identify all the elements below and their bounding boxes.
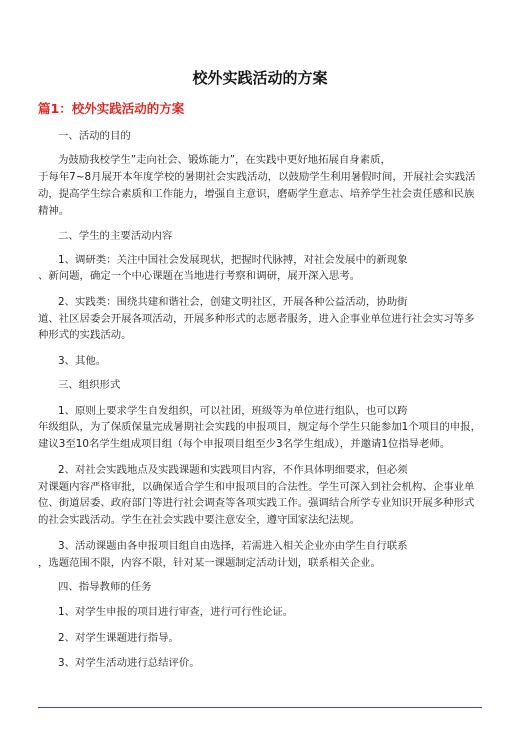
- paragraph-line: 于每年7~8月展开本年度学校的暑期社会实践活动，以鼓励学生利用暑假时间，开展社会实践活: [38, 171, 476, 183]
- document-subtitle: 篇1：校外实践活动的方案: [38, 101, 185, 116]
- paragraph-line: 3、活动课题由各申报项目组自由选择，若需进入相关企业亦由学生自行联系: [58, 540, 408, 552]
- paragraph-line: 精神。: [38, 205, 70, 217]
- paragraph-line: 位、街道居委、政府部门等进行社会调查等各项实践工作。强调结合所学专业知识开展多种形式: [38, 497, 475, 509]
- footer-divider: [38, 707, 482, 708]
- paragraph-line: 2、对学生课题进行指导。: [58, 632, 179, 644]
- section-heading: 三、组织形式: [58, 379, 121, 391]
- paragraph-line: 对课题内容严格审批，以确保适合学生和申报项目的合法性。学生可深入到社会机构、企事业单: [38, 481, 475, 493]
- paragraph-line: ，选题范围不限，内容不限，针对某一课题制定活动计划，联系相关企业。: [38, 557, 381, 569]
- paragraph-line: 建议3至10名学生组成项目组（每个申报项目组至少3名学生组成），并邀请1位指导老师。: [38, 438, 451, 450]
- paragraph-line: 1、对学生申报的项目进行审查，进行可行性论证。: [58, 606, 294, 618]
- paragraph-line: 1、原则上要求学生自发组织，可以社团，班级等为单位进行组队，也可以跨: [58, 405, 408, 417]
- paragraph-line: 的社会实践活动。学生在社会实践中要注意安全，遵守国家法纪法规。: [38, 514, 361, 526]
- paragraph-line: 为鼓励我校学生”走向社会、锻炼能力”，在实践中更好地拓展自身素质，: [58, 154, 391, 166]
- paragraph-line: 2、实践类：围绕共建和谐社会，创建文明社区，开展各种公益活动，协助街: [58, 296, 408, 308]
- section-heading: 四、指导教师的任务: [58, 581, 152, 593]
- document-title: 校外实践活动的方案: [192, 69, 328, 87]
- paragraph-line: 3、其他。: [58, 355, 107, 367]
- paragraph-line: 种形式的实践活动。: [38, 329, 132, 341]
- paragraph-line: 1、调研类：关注中国社会发展现状，把握时代脉搏，对社会发展中的新现象: [58, 254, 408, 266]
- paragraph-line: 3、对学生活动进行总结评价。: [58, 657, 200, 669]
- paragraph-line: 年级组队，为了保质保量完成暑期社会实践的申报项目，规定每个学生只能参加1个项目的申报，: [38, 421, 482, 433]
- section-heading: 二、学生的主要活动内容: [58, 230, 173, 242]
- paragraph-line: 动，提高学生综合素质和工作能力，增强自主意识，磨砺学生意志、培养学生社会责任感和民族: [38, 188, 475, 200]
- section-heading: 一、活动的目的: [58, 130, 131, 142]
- paragraph-line: 、新问题，确定一个中心课题在当地进行考察和调研，展开深入思考。: [38, 270, 361, 282]
- paragraph-line: 道、社区居委会开展各项活动，开展多种形式的志愿者服务，进入企事业单位进行社会实习等多: [38, 313, 475, 325]
- paragraph-line: 2、对社会实践地点及实践课题和实践项目内容，不作具体明细要求，但必须: [58, 464, 408, 476]
